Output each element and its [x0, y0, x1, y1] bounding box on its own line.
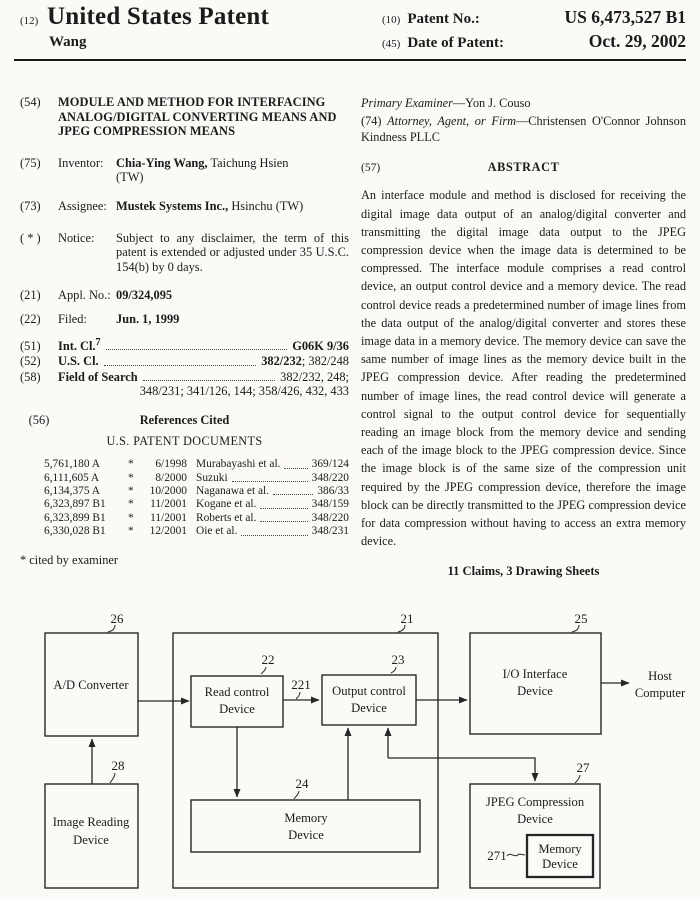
ref-date: 12/2001: [149, 525, 187, 538]
table-row: [44, 525, 349, 538]
ref-number: 5,761,180 A: [44, 458, 101, 471]
fig-box-output-control: [322, 675, 416, 725]
fig-text-jpeg-1: JPEG Compression: [485, 795, 585, 809]
notice-text: Subject to any disclaimer, the term of this patent is extended or adjusted under 35 U.S.C. 154(b) by 0 days.: [116, 230, 349, 274]
invention-title: MODULE AND METHOD FOR INTERFACING ANALOG/DIGITAL CONVERTING MEANS AND JPEG COMPRESSION MEANS: [58, 95, 337, 139]
tick: [294, 791, 299, 799]
patent-date-value: Oct. 29, 2002: [588, 31, 686, 51]
dot-leader: [284, 458, 307, 468]
tick: [296, 692, 300, 699]
abstract-heading: [361, 159, 686, 176]
field-notice: [20, 231, 349, 275]
patent-date-code: (45): [382, 38, 401, 50]
field-51-code: (51): [20, 338, 41, 353]
fig-text-read-control-2: Device: [219, 702, 255, 716]
us-cl-secondary: ; 382/248: [301, 354, 349, 369]
header-divider: [14, 59, 686, 61]
fig-box-interface-module: [173, 633, 438, 888]
search-value-line1: 382/232, 248;: [280, 369, 349, 384]
filed-value: Jun. 1, 1999: [116, 311, 180, 326]
cited-by-examiner-note: * cited by examiner: [20, 552, 119, 567]
ref-date: 8/2000: [155, 471, 187, 484]
inventor-value: [116, 156, 349, 185]
inventor-country: (TW): [116, 170, 144, 185]
tick: [110, 773, 115, 783]
field-58-code: (58): [20, 369, 41, 384]
field-54-title: [20, 95, 349, 139]
fig-text-memory-2: Device: [288, 828, 324, 842]
fig-text-memory-1: Memory: [284, 811, 328, 825]
fig-text-jpeg-2: Device: [517, 812, 553, 826]
ref-date: 10/2000: [149, 485, 187, 498]
tick: [391, 667, 396, 673]
fig-label-27: 27: [576, 760, 590, 775]
field-74-code: (74): [361, 113, 382, 128]
attorney-value: —Christensen O'Connor Johnson Kindness PLLC: [361, 113, 686, 145]
field-73-assignee: [20, 199, 349, 214]
ref-number: 6,111,605 A: [44, 471, 100, 484]
search-value-line2: 348/231; 341/126, 144; 358/426, 432, 433: [139, 384, 349, 399]
fig-label-25: 25: [574, 611, 588, 626]
field-75-code: (75): [20, 155, 41, 170]
ref-class: 369/124: [311, 458, 349, 471]
table-row: [44, 472, 349, 485]
ref-number: 6,323,899 B1: [44, 511, 106, 524]
fig-label-21: 21: [400, 611, 414, 626]
field-54-code: (54): [20, 95, 41, 109]
dot-leader: [106, 349, 288, 350]
dot-leader: [104, 365, 257, 366]
ref-number: 6,330,028 B1: [44, 525, 106, 538]
patent-date-label: Date of Patent:: [407, 35, 504, 51]
fig-label-26: 26: [110, 611, 124, 626]
appl-no-value: 09/324,095: [116, 288, 173, 303]
search-label: Field of Search: [58, 369, 138, 384]
tick: [575, 775, 580, 783]
notice-code: ( * ): [20, 230, 41, 245]
ref-name: Naganawa et al.: [196, 485, 270, 498]
fig-text-ad-converter: A/D Converter: [53, 678, 129, 692]
fig-text-jpeg-memory-2: Device: [542, 857, 578, 871]
field-21-code: (21): [20, 288, 41, 303]
dot-leader: [260, 498, 307, 508]
dot-leader: [232, 472, 308, 482]
ref-date: 11/2001: [150, 498, 187, 511]
ref-name: Murabayashi et al.: [196, 458, 281, 471]
fig-text-host-2: Computer: [634, 686, 686, 700]
claims-line: 11 Claims, 3 Drawing Sheets: [447, 563, 600, 578]
inventor-location: Taichung Hsien: [210, 155, 289, 170]
ref-name: Roberts et al.: [196, 511, 257, 524]
ref-name: Kogane et al.: [196, 498, 257, 511]
inventor-name: Chia-Ying Wang,: [116, 155, 208, 170]
ref-name: Suzuki: [196, 471, 228, 484]
fig-label-22: 22: [261, 652, 275, 667]
primary-examiner-value: —Yon J. Couso: [452, 96, 531, 110]
us-cl-primary: 382/232: [261, 354, 302, 369]
table-row: [44, 458, 349, 471]
filed-label: Filed:: [58, 311, 87, 326]
patent-date-row: [382, 31, 686, 52]
primary-examiner-label: Primary Examiner: [361, 96, 453, 110]
tick: [108, 625, 115, 632]
field-58-search: [20, 370, 349, 385]
ref-star: *: [128, 498, 134, 511]
fig-text-image-reading-2: Device: [73, 833, 109, 847]
ref-number: 6,134,375 A: [44, 485, 101, 498]
dot-leader: [273, 485, 313, 495]
ref-star: *: [128, 471, 134, 484]
assignee-label: Assignee:: [58, 198, 107, 213]
tick: [398, 625, 405, 632]
ref-date: 11/2001: [150, 511, 187, 524]
dot-leader: [241, 525, 307, 535]
fig-text-output-control-1: Output control: [332, 684, 406, 698]
field-52-us-cl: [20, 354, 349, 369]
appl-no-label: Appl. No.:: [58, 288, 111, 303]
fig-text-io-interface-1: I/O Interface: [502, 667, 568, 681]
patent-number-row: [382, 7, 686, 28]
patent-number-label: Patent No.:: [407, 11, 480, 27]
ref-class: 348/231: [311, 525, 349, 538]
dot-leader: [143, 380, 276, 381]
ref-star: *: [128, 511, 134, 524]
dot-leader: [260, 512, 307, 522]
ref-star: *: [128, 525, 134, 538]
field-22-code: (22): [20, 311, 41, 326]
ref-class: 348/220: [311, 471, 349, 484]
left-column: [20, 95, 349, 567]
header-right-block: [382, 7, 686, 55]
patent-number-value: US 6,473,527 B1: [564, 7, 686, 27]
ref-number: 6,323,897 B1: [44, 498, 106, 511]
ref-name: Oie et al.: [196, 525, 238, 538]
ref-class: 348/220: [311, 511, 349, 524]
patent-number-code: (10): [382, 14, 401, 26]
assignee-name: Mustek Systems Inc.,: [116, 198, 229, 213]
kind-code: (12): [20, 15, 39, 27]
fig-label-24: 24: [295, 776, 309, 791]
ref-class: 348/159: [311, 498, 349, 511]
assignee-value: [116, 199, 349, 214]
field-52-code: (52): [20, 354, 41, 369]
fig-text-host-1: Host: [648, 669, 672, 683]
inventor-label: Inventor:: [58, 155, 104, 170]
fig-label-28: 28: [111, 758, 125, 773]
int-cl-value: G06K 9/36: [292, 338, 349, 353]
field-73-code: (73): [20, 198, 41, 213]
primary-examiner-line: [361, 95, 686, 112]
inventor-surname: Wang: [49, 34, 87, 50]
figure-diagram: [0, 608, 700, 900]
references-table: [20, 458, 349, 538]
table-row: [44, 485, 349, 498]
us-cl-value: [261, 354, 349, 369]
ref-star: *: [128, 485, 134, 498]
attorney-line: [361, 113, 686, 146]
tick: [507, 854, 525, 856]
fig-arrow-output-to-jpeg: [388, 758, 535, 781]
field-51-int-cl: [20, 336, 349, 354]
field-57-code: (57): [361, 161, 381, 174]
attorney-label: Attorney, Agent, or Firm: [387, 113, 516, 128]
us-cl-label: U.S. Cl.: [58, 354, 99, 369]
fig-text-output-control-2: Device: [351, 701, 387, 715]
right-column: [361, 95, 686, 579]
table-row: [44, 512, 349, 525]
fig-text-io-interface-2: Device: [517, 684, 553, 698]
field-22-filed: [20, 312, 349, 327]
assignee-location: Hsinchu (TW): [231, 198, 304, 213]
ref-class: 386/33: [317, 485, 349, 498]
references-cited-heading: [20, 413, 349, 428]
page-title: United States Patent: [47, 3, 270, 30]
fig-text-image-reading-1: Image Reading: [52, 815, 130, 829]
ref-star: *: [128, 458, 134, 471]
fig-label-221: 221: [291, 677, 311, 692]
int-cl-superscript: 7: [95, 336, 101, 348]
tick: [261, 667, 266, 674]
field-75-inventor: [20, 156, 349, 185]
references-cited-title: References Cited: [139, 413, 230, 428]
int-cl-label: Int. Cl.$^7$: [58, 336, 101, 353]
fig-box-memory-device: [191, 800, 420, 852]
abstract-title: ABSTRACT: [487, 159, 560, 174]
abstract-text: An interface module and method is disclosed for receiving the digital image data output of an analog/digital converter and transmitting the digital image data output to the JPEG compression device when the image data is determined to be compressed. The interface module comprises a read control device, an output control device and a memory device. The read control device reads a predetermined number of image lines from the data output of the analog/digital converter and stores these image data in a memory device. The memory device can save the same number of image lines as the memory device built in the JPEG compression device. After reading the predetermined number of image lines, the read control device will generate a control signal to the output control device for sequentially reading an image block from the memory device and sending each of the image block to the JPEG compression device. Since the image block is of the same size of the compression unit required by the JPEG compression device, therefore the image block can be directly transmitted to the JPEG compression device for data compression without having to access an extra memory device.: [361, 188, 686, 549]
notice-label: Notice:: [58, 230, 95, 245]
fig-label-23: 23: [391, 652, 405, 667]
fig-text-jpeg-memory-1: Memory: [538, 842, 582, 856]
us-patent-documents-heading: U.S. PATENT DOCUMENTS: [106, 433, 263, 448]
tick: [572, 625, 579, 632]
field-56-code: (56): [28, 413, 50, 428]
field-21-appl-no: [20, 288, 349, 303]
table-row: [44, 498, 349, 511]
fig-label-271: 271: [487, 848, 507, 863]
fig-text-read-control-1: Read control: [204, 685, 270, 699]
ref-date: 6/1998: [155, 458, 187, 471]
